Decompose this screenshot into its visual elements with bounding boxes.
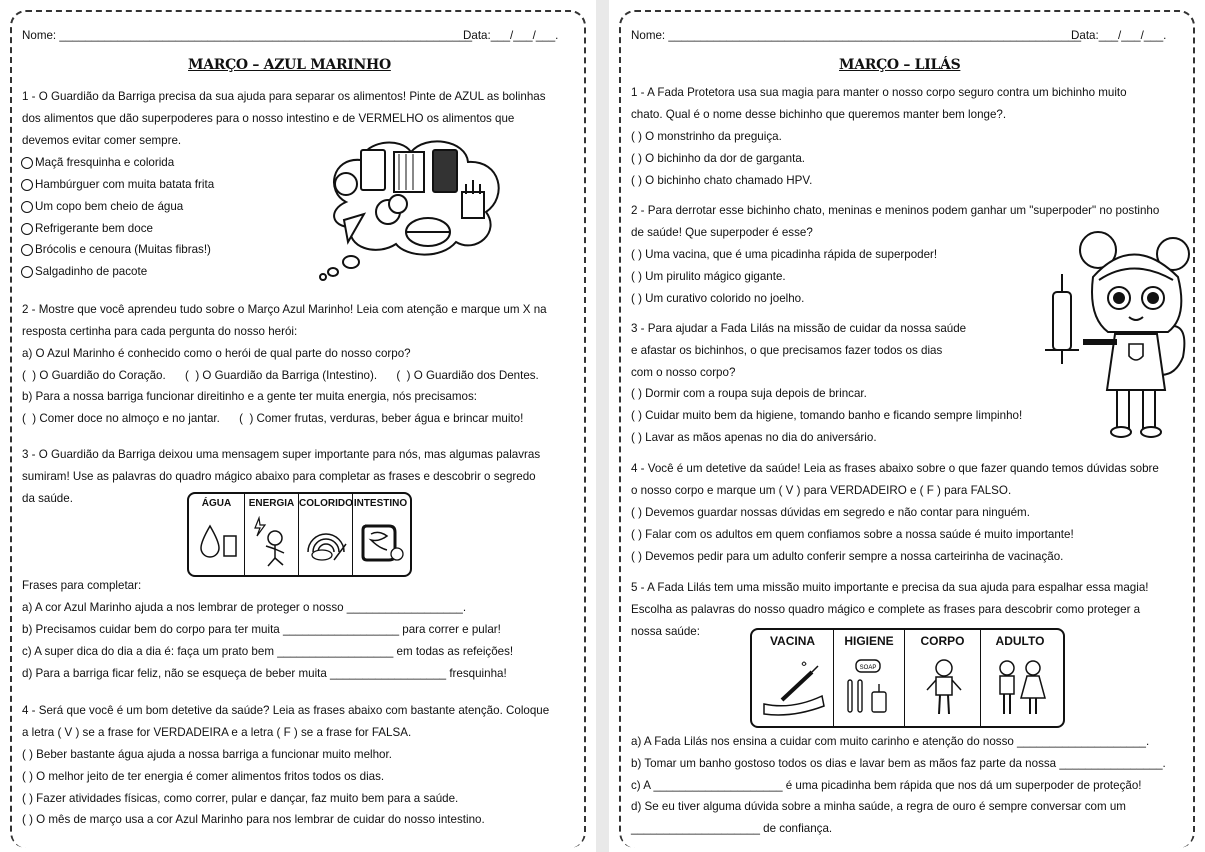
food-option[interactable] — [21, 243, 211, 257]
answer-circle[interactable] — [21, 157, 33, 169]
true-false-item[interactable]: ( ) O mês de março usa a cor Azul Marinho para nos lembrar de cuidar do nosso intestino. — [22, 813, 485, 826]
fill-sentence[interactable]: c) A super dica do dia a dia é: faça um prato bem __________________ em todas as refeições! — [22, 645, 514, 658]
option-label: Brócolis e cenoura (Muitas fibras!) — [35, 243, 211, 256]
answer-circle[interactable] — [21, 179, 33, 191]
fill-sentence[interactable]: b) Tomar um banho gostoso todos os dias e lavar bem as mãos faz parte da nossa ________________. — [631, 757, 1166, 770]
q4-line: 4 - Será que você é um bom detetive da saúde? Leia as frases abaixo com bastante atenção. Coloque — [22, 704, 550, 717]
running-kid-icon — [253, 516, 293, 568]
fill-sentence[interactable]: a) A cor Azul Marinho ajuda a nos lembrar de proteger o nosso __________________. — [22, 601, 467, 614]
worksheet-azul-marinho — [0, 0, 596, 852]
q3-line: sumiram! Use as palavras do quadro mágico abaixo para completar as frases e descobrir o segredo — [22, 470, 536, 483]
answer-option[interactable]: ( ) O bichinho chato chamado HPV. — [631, 174, 813, 187]
q2-line: a) O Azul Marinho é conhecido como o herói de qual parte do nosso corpo? — [22, 347, 411, 360]
word-cell — [981, 630, 1059, 726]
q1-line: devemos evitar comer sempre. — [22, 134, 182, 147]
q1-line: 1 - O Guardião da Barriga precisa da sua ajuda para separar os alimentos! Pinte de AZUL as bolinhas — [22, 90, 546, 103]
name-field[interactable]: Nome: ________________________________________________________________ — [22, 29, 473, 42]
food-option[interactable] — [21, 156, 174, 170]
word-cell — [245, 494, 299, 575]
q4-line: a letra ( V ) se a frase for VERDADEIRA e a letra ( F ) se a frase for FALSA. — [22, 726, 412, 739]
q2-line: b) Para a nossa barriga funcionar direitinho e a gente ter muita energia, nós precisamos: — [22, 390, 477, 403]
food-option[interactable] — [21, 178, 214, 192]
q3-subtitle: Frases para completar: — [22, 579, 142, 592]
option-label: Salgadinho de pacote — [35, 265, 148, 278]
true-false-item[interactable]: ( ) Devemos pedir para um adulto conferir sempre a nossa carteirinha de vacinação. — [631, 550, 1064, 563]
fill-sentence[interactable]: b) Precisamos cuidar bem do corpo para ter muita __________________ para correr e pular! — [22, 623, 501, 636]
q2-answer-options[interactable]: ( ) Comer doce no almoço e no jantar. ( ) Comer frutas, verduras, beber água e brincar muito! — [22, 412, 524, 425]
body-child-icon — [923, 658, 965, 718]
true-false-item[interactable]: ( ) Devemos guardar nossas dúvidas em segredo e não contar para ninguém. — [631, 506, 1030, 519]
true-false-item[interactable]: ( ) Falar com os adultos em quem confiamos sobre a nossa saúde é muito importante! — [631, 528, 1074, 541]
rainbow-palette-icon — [304, 522, 350, 562]
q1-line: chato. Qual é o nome desse bichinho que queremos manter bem longe?. — [631, 108, 1007, 121]
food-option[interactable] — [21, 265, 147, 279]
food-option[interactable] — [21, 200, 183, 214]
word-bank-box — [187, 492, 412, 577]
q5-line: 5 - A Fada Lilás tem uma missão muito importante e precisa da sua ajuda para espalhar essa magia! — [631, 581, 1149, 594]
option-label: Um copo bem cheio de água — [35, 200, 184, 213]
word-cell — [189, 494, 245, 575]
intestine-icon — [359, 520, 405, 564]
toothbrush-soap-icon — [842, 658, 898, 718]
q2-line: de saúde! Que superpoder é esse? — [631, 226, 813, 239]
q1-line: dos alimentos que dão superpoderes para o nosso intestino e de VERMELHO os alimentos que — [22, 112, 515, 125]
fill-sentence[interactable]: c) A ____________________ é uma picadinha bem rápida que nos dá um superpoder de proteção! — [631, 779, 1142, 792]
option-label: Hambúrguer com muita batata frita — [35, 178, 215, 191]
answer-circle[interactable] — [21, 201, 33, 213]
answer-circle[interactable] — [21, 266, 33, 278]
q3-line: e afastar os bichinhos, o que precisamos fazer todos os dias — [631, 344, 943, 357]
q5-line: nossa saúde: — [631, 625, 700, 638]
date-field[interactable]: Data:___/___/___. — [1071, 29, 1167, 42]
word-bank-box — [750, 628, 1065, 728]
true-false-item[interactable]: ( ) Fazer atividades físicas, como correr, pular e dançar, faz muito bem para a saúde. — [22, 792, 459, 805]
q3-line: da saúde. — [22, 492, 73, 505]
true-false-item[interactable]: ( ) Beber bastante água ajuda a nossa barriga a funcionar muito melhor. — [22, 748, 392, 761]
q2-answer-options[interactable]: ( ) O Guardião do Coração. ( ) O Guardião da Barriga (Intestino). ( ) O Guardião dos Dentes. — [22, 369, 539, 382]
answer-option[interactable]: ( ) O bichinho da dor de garganta. — [631, 152, 806, 165]
word-cell — [299, 494, 353, 575]
answer-option[interactable]: ( ) Lavar as mãos apenas no dia do aniversário. — [631, 431, 877, 444]
q3-line: 3 - O Guardião da Barriga deixou uma mensagem super importante para nós, mas algumas palavras — [22, 448, 541, 461]
word-cell — [905, 630, 981, 726]
q3-line: 3 - Para ajudar a Fada Lilás na missão de cuidar da nossa saúde — [631, 322, 967, 335]
worksheet-lilas — [609, 0, 1205, 852]
q4-line: o nosso corpo e marque um ( V ) para VERDADEIRO e ( F ) para FALSO. — [631, 484, 1012, 497]
fairy-nurse-illustration — [1033, 222, 1195, 444]
water-icon — [197, 522, 239, 558]
word-label: VACINA — [769, 634, 816, 648]
q2-line: resposta certinha para cada pergunta do nosso herói: — [22, 325, 298, 338]
fill-sentence[interactable]: a) A Fada Lilás nos ensina a cuidar com muito carinho e atenção do nosso ____________________. — [631, 735, 1150, 748]
answer-option[interactable]: ( ) Um curativo colorido no joelho. — [631, 292, 805, 305]
word-label: COLORIDO — [299, 498, 353, 509]
adults-icon — [991, 658, 1051, 718]
date-field[interactable]: Data:___/___/___. — [463, 29, 559, 42]
q4-line: 4 - Você é um detetive da saúde! Leia as frases abaixo sobre o que fazer quando temos dúvidas sobre — [631, 462, 1159, 475]
answer-option[interactable]: ( ) O monstrinho da preguiça. — [631, 130, 782, 143]
answer-option[interactable]: ( ) Um pirulito mágico gigante. — [631, 270, 786, 283]
answer-option[interactable]: ( ) Uma vacina, que é uma picadinha rápida de superpoder! — [631, 248, 938, 261]
page-title: MARÇO – AZUL MARINHO — [188, 57, 391, 73]
answer-option[interactable]: ( ) Cuidar muito bem da higiene, tomando banho e ficando sempre limpinho! — [631, 409, 1023, 422]
vaccine-arm-icon — [762, 660, 828, 718]
food-cloud-illustration — [316, 132, 511, 282]
word-cell — [353, 494, 408, 575]
q5-line: Escolha as palavras do nosso quadro mágico e complete as frases para descobrir como proteger a — [631, 603, 1141, 616]
name-field[interactable]: Nome: ________________________________________________________________ — [631, 29, 1082, 42]
page-title: MARÇO – LILÁS — [839, 57, 961, 73]
q2-line: 2 - Para derrotar esse bichinho chato, meninas e meninos podem ganhar um "superpoder" no postinho — [631, 204, 1160, 217]
q1-line: 1 - A Fada Protetora usa sua magia para manter o nosso corpo seguro contra um bichinho muito — [631, 86, 1127, 99]
true-false-item[interactable]: ( ) O melhor jeito de ter energia é comer alimentos fritos todos os dias. — [22, 770, 385, 783]
word-label: ÁGUA — [201, 498, 232, 509]
fill-sentence[interactable]: d) Se eu tiver alguma dúvida sobre a minha saúde, a regra de ouro é sempre conversar com um — [631, 800, 1126, 813]
word-label: HIGIENE — [844, 634, 894, 648]
word-label: INTESTINO — [353, 498, 408, 509]
q2-line: 2 - Mostre que você aprendeu tudo sobre o Março Azul Marinho! Leia com atenção e marque um X na — [22, 303, 547, 316]
food-option[interactable] — [21, 222, 153, 236]
q3-line: com o nosso corpo? — [631, 366, 736, 379]
word-label: ENERGIA — [248, 498, 295, 509]
option-label: Maçã fresquinha e colorida — [35, 156, 175, 169]
word-cell — [834, 630, 905, 726]
word-label: ADULTO — [995, 634, 1045, 648]
word-label: CORPO — [920, 634, 965, 648]
svg-text:SOAP: SOAP — [859, 665, 877, 671]
option-label: Refrigerante bem doce — [35, 222, 153, 235]
word-cell — [752, 630, 834, 726]
answer-circle[interactable] — [21, 244, 33, 256]
fill-sentence[interactable]: d) Para a barriga ficar feliz, não se esqueça de beber muita __________________ fresquinha! — [22, 667, 507, 680]
answer-option[interactable]: ( ) Dormir com a roupa suja depois de brincar. — [631, 387, 867, 400]
fill-sentence[interactable]: ____________________ de confiança. — [631, 822, 833, 835]
answer-circle[interactable] — [21, 223, 33, 235]
